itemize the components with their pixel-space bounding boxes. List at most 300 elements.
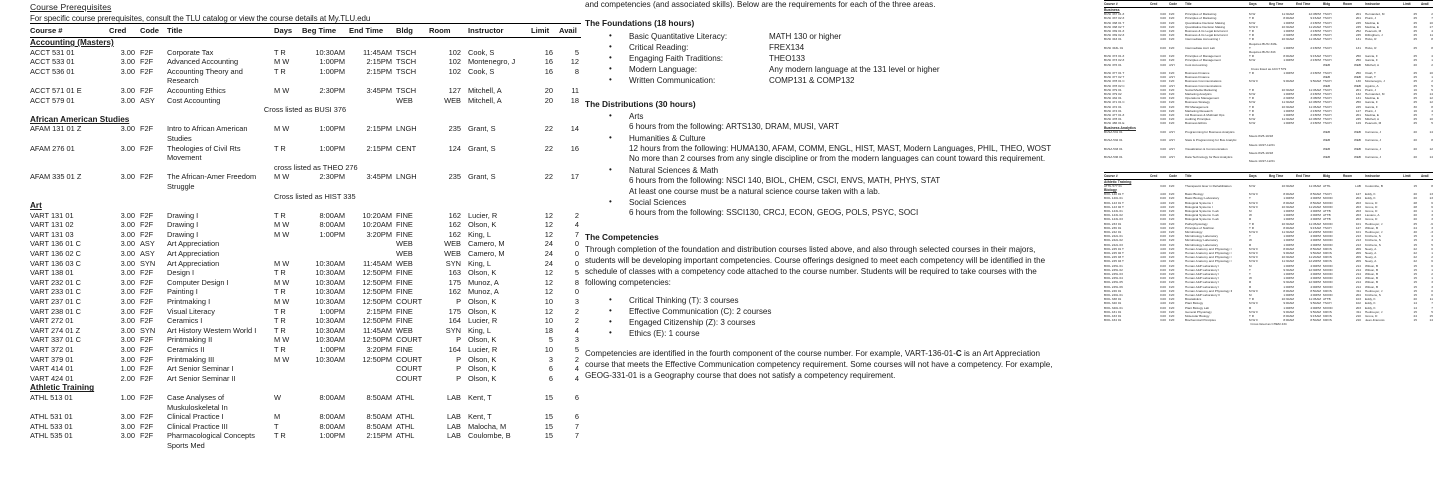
cell-end-time: 11:45AM xyxy=(1308,87,1321,92)
cell-beg-time: 11:30AM xyxy=(1281,12,1294,17)
cell-code: F2F xyxy=(140,229,154,239)
cell-beg-time: 1:00PM xyxy=(1283,293,1294,297)
cell-beg-time xyxy=(302,96,349,106)
table-row[interactable] xyxy=(30,249,581,259)
cell-limit: 22 xyxy=(1413,255,1417,260)
cell-beg-time: 1:00PM xyxy=(1283,213,1294,218)
mcol-room: Room xyxy=(1343,2,1353,6)
table-row[interactable] xyxy=(30,412,581,422)
cell-instructor: Hedmeyer, J xyxy=(1365,221,1383,226)
competencies-outro xyxy=(585,349,1055,381)
cell-code: F2F xyxy=(140,431,154,441)
cell-room: WEB xyxy=(1353,146,1361,151)
table-row[interactable] xyxy=(30,144,581,163)
cell-limit: 15 xyxy=(1413,276,1417,281)
cell-limit: 25 xyxy=(1413,12,1417,17)
cell-room: 209 xyxy=(1355,246,1361,251)
mcol2-days: Days xyxy=(1249,173,1257,178)
cell-room: 209 xyxy=(1355,250,1361,255)
table-row[interactable] xyxy=(30,259,581,269)
cell-bldg: MOOD xyxy=(1323,293,1333,297)
cell-end-time: 2:15PM xyxy=(1310,29,1321,34)
cell-room: 203 xyxy=(1355,200,1361,205)
cell-avail: 8 xyxy=(1431,45,1433,50)
table-row[interactable] xyxy=(30,172,581,191)
cell-title: Printmaking I xyxy=(167,297,211,307)
cell-avail: 13 xyxy=(1429,192,1433,197)
cell-beg-time: 1:00PM xyxy=(319,431,345,441)
cell-room: LAB xyxy=(447,431,461,441)
cell-room: 311 xyxy=(1356,309,1361,314)
cell-course-number: BIOL 242L 02 xyxy=(1104,238,1123,243)
cell-instructor: Kent, T xyxy=(468,412,492,422)
cell-avail: 1 xyxy=(1431,58,1433,63)
cell-code: F2F xyxy=(1169,234,1175,239)
cell-days: M xyxy=(274,412,281,422)
cell-title: Drawing I xyxy=(167,220,199,230)
cell-limit: 15 xyxy=(544,431,553,441)
table-header-row xyxy=(30,24,581,38)
cell-avail: 2 xyxy=(574,316,579,326)
cell-title: Operations Management xyxy=(1185,96,1220,101)
cell-code: F2F xyxy=(140,210,154,220)
cell-room: 102 xyxy=(448,66,461,76)
cell-credits: 4.00 xyxy=(1159,259,1166,264)
course-schedule-table xyxy=(30,23,581,451)
cell-bldg: ATHL xyxy=(396,431,415,441)
cell-room: 213 xyxy=(1355,242,1361,247)
cell-bldg: TSCH xyxy=(1323,301,1332,306)
cell-course-number: BUSA 533 01 xyxy=(1104,146,1123,151)
cell-limit: 20 xyxy=(1413,192,1417,197)
cell-limit: 6 xyxy=(548,364,553,374)
cell-limit: 15 xyxy=(1413,183,1417,188)
cell-credits: 3.00 xyxy=(1159,225,1166,230)
cell-days: M W xyxy=(1249,121,1256,126)
foundation-item xyxy=(585,31,1055,42)
cell-course-number: VART 414 01 xyxy=(30,364,74,374)
page-title: Course Prerequisites xyxy=(30,2,112,12)
cell-avail: 2 xyxy=(574,210,579,220)
cross-listing-note: Requires BUSI 343 xyxy=(1249,50,1276,55)
cell-limit: 18 xyxy=(544,325,553,335)
table-row[interactable] xyxy=(30,326,581,336)
cell-days: M W xyxy=(1249,100,1256,105)
cell-bldg: TSCH xyxy=(396,47,417,57)
cell-credits: 0.00 xyxy=(1159,293,1166,297)
cell-instructor: Grant, S xyxy=(468,143,496,153)
spacer xyxy=(585,86,1055,93)
cell-end-time: 2:15PM xyxy=(1310,121,1321,126)
cell-avail: 11 xyxy=(571,85,579,95)
cell-bldg: ATHL xyxy=(1323,183,1331,188)
cell-code: F2F xyxy=(140,172,154,182)
cell-avail: 0 xyxy=(1431,263,1433,268)
cell-days: T R xyxy=(274,431,286,441)
cell-end-time xyxy=(349,239,396,249)
cell-beg-time: 1:00PM xyxy=(1283,71,1294,76)
cross-listed-note: Cross listed as BUSI 376 xyxy=(263,105,347,115)
cell-course-number: BUSI 339 01 Z xyxy=(1104,29,1125,34)
cell-room: 203 xyxy=(1355,204,1361,209)
col-course: Course # xyxy=(30,26,63,35)
table-row[interactable] xyxy=(30,431,581,450)
cell-bldg: WEB xyxy=(1323,83,1331,88)
cell-instructor: Cook, S xyxy=(468,47,495,57)
col-bldg: Bldg xyxy=(396,26,413,35)
cell-limit: 22 xyxy=(544,172,553,182)
cell-room: 214 xyxy=(1355,284,1361,289)
cell-title: Business Communications xyxy=(1185,79,1222,84)
cell-days: R xyxy=(1249,280,1252,285)
cell-days: T R xyxy=(1249,104,1254,109)
outro-part-b: is an Art Appreciation course that meets the Effective Communication competency requirement. Some courses will not have a competency. For example, GEOG-331-01 is a Geography course that does not satisfy a competency requirement. xyxy=(585,349,1053,380)
cell-code: F2F xyxy=(140,335,154,345)
cell-bldg: MOOD xyxy=(1323,276,1333,281)
cell-avail: 0 xyxy=(574,239,579,249)
cell-end-time: 2:15PM xyxy=(366,431,392,441)
cell-instructor: Wilson, B xyxy=(1365,276,1379,281)
cell-avail: 4 xyxy=(574,373,579,383)
cell-credits: 0.00 xyxy=(1159,276,1166,281)
cell-code: ASY xyxy=(1169,83,1176,88)
cell-avail: 3 xyxy=(574,335,579,345)
cell-credits: 3.00 xyxy=(120,124,135,134)
cell-title: Quantitative Decision Making xyxy=(1185,20,1226,25)
cell-credits: 3.00 xyxy=(1159,117,1166,122)
cell-title: Plant Biology Lab xyxy=(1185,305,1210,310)
right-schedule-panel xyxy=(1100,0,1433,500)
table-row[interactable] xyxy=(30,86,581,96)
cell-avail: 4 xyxy=(1431,108,1433,113)
cell-end-time: 4:00PM xyxy=(1310,305,1321,310)
cell-title: Human A&P Laboratory II xyxy=(1185,293,1221,297)
cell-credits: 3.00 xyxy=(1159,314,1166,319)
cell-instructor: Mitchell, A xyxy=(468,95,502,105)
cell-credits: 3.00 xyxy=(120,287,135,297)
distributions-list xyxy=(585,111,1055,219)
cell-instructor: Garcia, F xyxy=(1365,100,1378,105)
table-row[interactable] xyxy=(30,48,581,58)
table-row[interactable] xyxy=(30,393,581,412)
table-row[interactable] xyxy=(30,96,581,106)
cell-course-number: VART 272 01 xyxy=(30,316,74,326)
cell-room: 164 xyxy=(448,345,461,354)
mcol2-title: Title xyxy=(1185,173,1192,178)
cell-days: T R xyxy=(1249,87,1254,92)
cell-beg-time: 1:00PM xyxy=(319,124,345,134)
cell-credits: 3.00 xyxy=(1159,104,1166,109)
cell-credits: 3.00 xyxy=(1159,92,1166,97)
cell-end-time: 12:45PM xyxy=(1308,12,1321,17)
cell-instructor: Hernandez, M xyxy=(1365,12,1385,17)
cell-end-time: 8:50AM xyxy=(1310,192,1321,197)
cell-credits: 0.00 xyxy=(1159,208,1166,213)
cell-instructor: Cook, S xyxy=(468,66,495,76)
cell-beg-time: 1:00PM xyxy=(319,66,345,76)
cell-instructor: Wilson, B xyxy=(1365,271,1379,276)
cell-avail: 8 xyxy=(1431,138,1433,143)
cell-instructor: Coulombe, B xyxy=(468,431,511,441)
cell-instructor: Eddy, K xyxy=(1365,305,1376,310)
cell-beg-time: 1:00PM xyxy=(1283,196,1294,201)
cell-limit: 25 xyxy=(1413,83,1417,88)
foundation-value: FREX134 xyxy=(769,42,805,52)
cell-bldg: TSCH xyxy=(1323,113,1332,118)
cell-beg-time: 2:30PM xyxy=(319,85,345,95)
cell-limit: 20 xyxy=(1413,297,1417,302)
cell-credits: 4.00 xyxy=(1159,288,1166,293)
cell-credits: 4.00 xyxy=(1159,204,1166,209)
cell-title: Quantitative Decision Making xyxy=(1185,24,1226,29)
table-row[interactable] xyxy=(30,297,581,307)
cell-end-time: 11:45AM xyxy=(1308,183,1321,188)
department-name: Accounting (Masters) xyxy=(30,38,114,47)
cell-instructor: Wilson, B xyxy=(1365,225,1379,230)
cell-beg-time: 1:00PM xyxy=(1283,217,1294,222)
cell-end-time xyxy=(349,96,396,106)
cell-title: Ceramics II xyxy=(167,345,205,354)
cell-title: Therapeutic Exer in Rehabilitation xyxy=(1185,183,1232,188)
cell-bldg: TSCH xyxy=(1323,100,1332,105)
cell-course-number: VART 274 01 Z xyxy=(30,325,81,335)
cell-title: Biological Systems I Lab xyxy=(1185,217,1219,222)
cell-limit: 15 xyxy=(1413,242,1417,247)
cell-course-number: ACCT 531 01 xyxy=(30,47,75,57)
table-row[interactable] xyxy=(30,374,581,384)
cell-title: Business Finance xyxy=(1185,71,1210,76)
cell-avail: 14 xyxy=(1429,318,1433,323)
cell-limit: 25 xyxy=(1413,121,1417,126)
table-row[interactable] xyxy=(30,67,581,86)
cell-avail: 5 xyxy=(574,345,579,354)
cell-room: 201 xyxy=(1355,87,1361,92)
table-row[interactable] xyxy=(30,364,581,374)
cell-course-number: ATHL 513 01 xyxy=(30,392,73,402)
table-row[interactable] xyxy=(30,268,581,278)
cell-bldg: MOOD xyxy=(1323,229,1333,234)
cell-room: WEB xyxy=(1353,83,1361,88)
cell-code: F2F xyxy=(1169,183,1175,188)
mcol2-beg-time: Beg Time xyxy=(1269,173,1284,178)
cell-bldg: ATTB xyxy=(1323,213,1331,218)
cell-title: Printmaking II xyxy=(167,335,213,345)
cell-credits: 3.00 xyxy=(120,220,135,230)
cell-bldg: COURT xyxy=(396,364,423,374)
cell-limit: 25 xyxy=(1413,54,1417,59)
cell-bldg: FINE xyxy=(396,210,413,220)
table-row[interactable] xyxy=(30,211,581,221)
cell-code: F2F xyxy=(1169,113,1175,118)
department-name: Business xyxy=(1104,8,1120,12)
table-row[interactable] xyxy=(30,307,581,317)
cell-end-time: 4:00PM xyxy=(1310,263,1321,268)
table-row[interactable] xyxy=(30,287,581,297)
cell-code: F2F xyxy=(1169,54,1175,59)
cell-instructor: Camero, M xyxy=(468,239,505,249)
distribution-item: • Social Sciences xyxy=(585,197,1055,208)
note-row xyxy=(30,163,581,173)
cell-code: F2F xyxy=(1169,45,1175,50)
cell-end-time: 2:15PM xyxy=(1310,20,1321,25)
table-row[interactable] xyxy=(30,335,581,345)
table-row[interactable] xyxy=(30,239,581,249)
cell-instructor: Mitchell, A xyxy=(1365,62,1380,67)
cell-beg-time: 8:00AM xyxy=(1283,16,1294,21)
cell-instructor: Hernandez, M xyxy=(1365,92,1385,97)
cell-code: F2F xyxy=(140,421,154,431)
cell-bldg: MOOD xyxy=(1323,305,1333,310)
cell-beg-time: 10:30AM xyxy=(315,335,345,345)
cell-instructor: Montenegro, J xyxy=(1365,79,1385,84)
cell-days: T R xyxy=(1249,113,1254,118)
cell-bldg: FINE xyxy=(396,229,413,239)
cell-course-number: BUSA 531 01 xyxy=(1104,129,1123,134)
cell-instructor: Medina, E xyxy=(1365,20,1379,25)
cell-course-number: BUSA 536 01 xyxy=(1104,155,1123,160)
cell-room: 203 xyxy=(1355,208,1361,213)
mcol-instructor: Instructor xyxy=(1365,2,1380,6)
cross-listing-note: Cross listed as HIST 335 xyxy=(274,191,356,201)
cell-beg-time: 10:30AM xyxy=(315,316,345,326)
cell-room: 213 xyxy=(1355,238,1361,243)
table-row[interactable] xyxy=(30,57,581,67)
cell-code: F2F xyxy=(140,47,154,57)
cell-avail: -3 xyxy=(1430,229,1433,234)
cell-course-number: VART 138 01 xyxy=(30,268,74,278)
cell-beg-time: 1:00PM xyxy=(1283,238,1294,243)
cell-credits: 0.00 xyxy=(1159,238,1166,243)
cell-limit: 6 xyxy=(548,373,553,383)
department-cell xyxy=(30,383,581,393)
cell-code: F2F xyxy=(1169,20,1175,25)
distribution-item: • Natural Sciences & Math xyxy=(585,165,1055,176)
cell-course-number: BUSI 379 02 xyxy=(1104,92,1122,97)
foundation-value: THEO133 xyxy=(769,53,805,63)
cell-limit: 3 xyxy=(548,354,553,364)
table-row[interactable] xyxy=(30,124,581,143)
cell-credits: 2.00 xyxy=(120,373,135,383)
cell-code: F2F xyxy=(1169,37,1175,42)
cell-course-number: ACCT 579 01 xyxy=(30,95,75,105)
cell-course-number: BIOL 245L 06 xyxy=(1104,284,1123,289)
cell-instructor: Kirchens, S xyxy=(1365,238,1381,243)
cell-bldg: LNGH xyxy=(396,172,417,182)
cell-room: 213 xyxy=(1355,234,1361,239)
cell-bldg: MOOD xyxy=(1323,204,1333,209)
cell-credits: 3.00 xyxy=(1159,309,1166,314)
cell-end-time: 4:00PM xyxy=(1310,196,1321,201)
cell-avail: 6 xyxy=(574,412,579,422)
cell-bldg: TSCH xyxy=(1323,54,1332,59)
cell-instructor: Eddy, K xyxy=(1365,196,1376,201)
cell-room: 162 xyxy=(448,220,461,230)
cell-code: F2F xyxy=(1169,108,1175,113)
cell-bldg: TSCH xyxy=(1323,79,1332,84)
cell-room: 250 xyxy=(1355,58,1361,63)
meets-dates-note: Meets 8/25-10/18 xyxy=(1249,150,1274,155)
cell-end-time: 9:15AM xyxy=(1310,225,1321,230)
foundation-label: Engaging Faith Traditions: xyxy=(629,53,724,63)
cell-beg-time: 9:00AM xyxy=(1283,250,1294,255)
cell-code: ASY xyxy=(1169,146,1176,151)
cell-end-time: 4:00PM xyxy=(1310,217,1321,222)
cell-title: Business Strategy xyxy=(1185,100,1210,105)
cell-avail: 2 xyxy=(574,354,579,364)
cell-beg-time: 8:00AM xyxy=(1283,54,1294,59)
cell-title: Business Communications xyxy=(1185,83,1222,88)
cell-beg-time xyxy=(302,374,349,384)
distribution-detail: No more than 2 courses from any single discipline or from the modern languages can count toward this requirement. xyxy=(629,154,1046,164)
table-row[interactable] xyxy=(30,316,581,326)
cell-code: F2F xyxy=(1169,208,1175,213)
mini-course-table-2 xyxy=(1104,172,1433,327)
table-row[interactable] xyxy=(30,422,581,432)
cell-room: 130 xyxy=(1355,79,1361,84)
cell-credits: 0.00 xyxy=(1159,305,1166,310)
cell-room: 201 xyxy=(1355,16,1361,21)
cell-beg-time: 2:30PM xyxy=(1283,33,1294,38)
table-row[interactable] xyxy=(30,278,581,288)
cell-end-time: 11:45AM xyxy=(1308,221,1321,226)
cell-end-time: 10:20AM xyxy=(362,220,392,230)
mini-table-body-2 xyxy=(1104,179,1433,327)
cell-end-time: 9:50AM xyxy=(1310,250,1321,255)
table-row[interactable] xyxy=(30,355,581,365)
cell-limit: 25 xyxy=(1413,16,1417,21)
cell-bldg: TSCH xyxy=(1323,87,1332,92)
cell-avail: 8 xyxy=(574,66,579,76)
cell-title: Social Media Marketing xyxy=(1185,87,1218,92)
cell-end-time: 8:50AM xyxy=(366,392,392,402)
cell-room: WEB xyxy=(1353,129,1361,134)
cell-beg-time: 11:30AM xyxy=(1281,229,1294,234)
cell-end-time: 11:20AM xyxy=(1308,255,1321,260)
cell-bldg: MOOD xyxy=(1323,200,1333,205)
cell-bldg: KROS xyxy=(1323,250,1332,255)
cell-title: Painting I xyxy=(167,287,198,297)
cell-room: 209 xyxy=(1355,259,1361,264)
cell-beg-time: 10:30AM xyxy=(1281,255,1294,260)
cell-title: Accounting Ethics xyxy=(167,85,226,95)
cell-room: 162 xyxy=(448,287,461,297)
cell-instructor: Olson, K xyxy=(468,220,497,230)
cell-limit: 20 xyxy=(1413,62,1417,67)
cell-credits: 3.00 xyxy=(120,297,135,307)
table-row[interactable] xyxy=(30,345,581,355)
table-row[interactable] xyxy=(30,220,581,230)
cell-code: SYN xyxy=(140,325,156,335)
col-title: Title xyxy=(167,26,183,35)
cell-code: F2F xyxy=(1169,71,1175,76)
cell-code: F2F xyxy=(140,57,154,67)
cell-bldg: TSCH xyxy=(1323,58,1332,63)
cell-credits: 3.00 xyxy=(120,412,135,422)
cell-credits: 3.00 xyxy=(1159,121,1166,126)
cell-title: Art History Western World I xyxy=(167,325,257,335)
cell-room: 127 xyxy=(1355,108,1361,113)
cell-limit: 12 xyxy=(544,268,553,278)
cell-limit: 15 xyxy=(544,421,553,431)
table-row[interactable] xyxy=(30,230,581,240)
department-name: Biology xyxy=(1104,187,1117,192)
cell-beg-time: 10:30AM xyxy=(1281,204,1294,209)
cell-end-time: 12:50PM xyxy=(362,354,392,364)
cell-beg-time: 1:00PM xyxy=(1283,92,1294,97)
cell-days: T R xyxy=(1249,33,1254,38)
mcol2-instructor: Instructor xyxy=(1365,173,1380,178)
cell-room: WEB xyxy=(444,249,461,259)
